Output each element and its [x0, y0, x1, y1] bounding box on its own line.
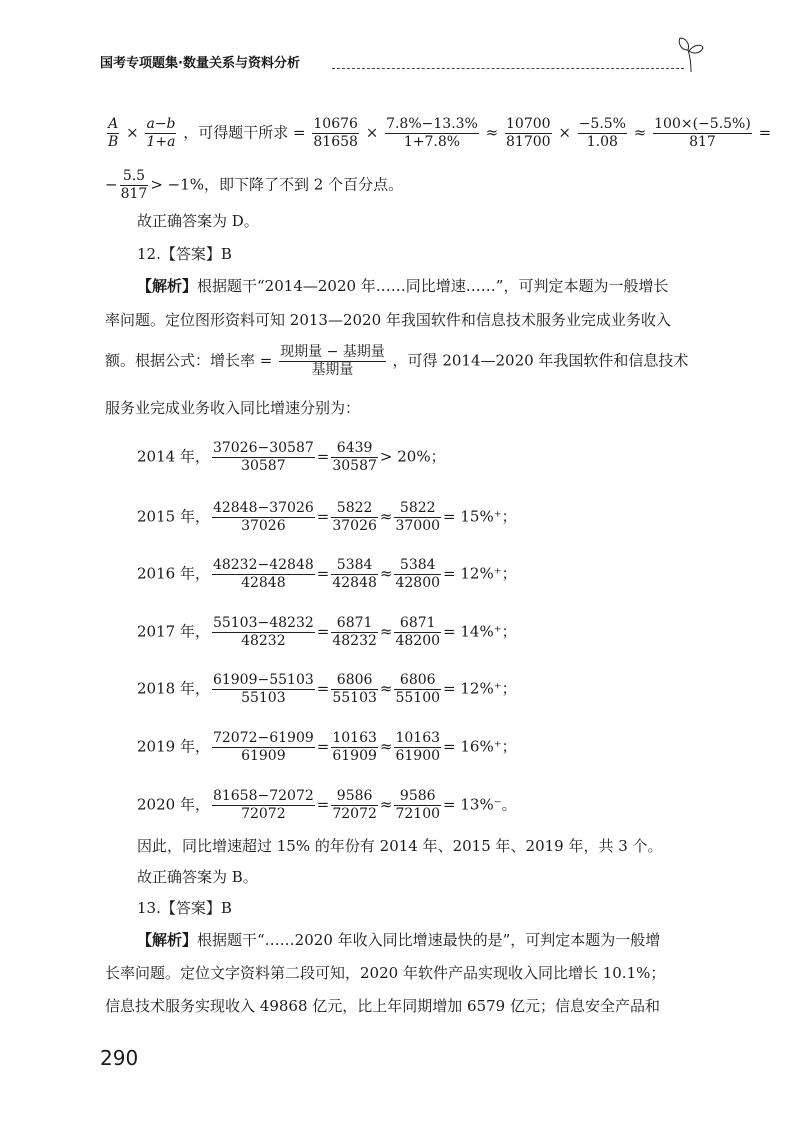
q12-analysis-line-1: 【解析】根据题干“2014—2020 年……同比增速……”，可判定本题为一般增长: [137, 277, 669, 295]
q13-analysis-line-1: 【解析】根据题干“……2020 年收入同比增速最快的是”，可判定本题为一般增: [137, 931, 661, 949]
q12-answer: 故正确答案为 B。: [137, 868, 258, 886]
growth-rate-formula: 现期量 − 基期量 基期量: [280, 344, 385, 378]
calc-row: 2016 年， $\frac{48232-42848}{42848}$ = $\frac{5384}{42848}$ ≈ $\frac{5384}{42800}$ = 12%⁺；: [137, 557, 517, 591]
page-number: 290: [100, 1046, 139, 1070]
q12-title: 12.【答案】B: [137, 245, 232, 263]
q11-result-line: − $\frac{5.5}{817}$ > −1%，即下降了不到 2 个百分点。: [105, 168, 404, 202]
q12-analysis-line-4: 服务业完成业务收入同比增速分别为：: [105, 399, 361, 417]
calc-row: 2019 年， $\frac{72072-61909}{61909}$ = $\frac{10163}{61909}$ ≈ $\frac{10163}{61900}$ = 16%⁺；: [137, 730, 517, 764]
q11-answer: 故正确答案为 D。: [137, 212, 259, 230]
fraction-rate: $\frac{a-b}{1+a}$: [146, 116, 176, 150]
fraction-a-over-b: $\frac{A}{B}$: [108, 116, 119, 150]
q12-analysis-line-3: 额。根据公式：增长率 = 现期量 − 基期量 基期量 ，可得 2014—2020 年我国软件和信息技术: [105, 344, 689, 378]
q13-analysis-line-3: 信息技术服务实现收入 49868 亿元，比上年同期增加 6579 亿元；信息安全产品和: [105, 997, 660, 1015]
calc-row: 2020 年， $\frac{81658-72072}{72072}$ = $\frac{9586}{72072}$ ≈ $\frac{9586}{72100}$ = 13%⁻。: [137, 788, 517, 822]
sprout-icon: [676, 34, 706, 74]
header-divider: [332, 68, 684, 69]
q11-formula-line: $\frac{A}{B}$ × $\frac{a-b}{1+a}$ ，可得题干所求 = $\frac{10676}{81658}$ × $\frac{7.8\%-13.3\%}{1+7.8\%}$ ≈ $\frac{10700}{81700}$ × $\frac{-5.5\%}{1.08}$ ≈ $\frac{100\times(-5.5\%)}{817}$ =: [108, 116, 772, 150]
q12-conclusion: 因此，同比增速超过 15% 的年份有 2014 年、2015 年、2019 年，共 3 个。: [137, 837, 663, 855]
calc-row: 2014 年， $\frac{37026-30587}{30587}$ = $\frac{6439}{30587}$ > 20%；: [137, 440, 446, 474]
q13-title: 13.【答案】B: [137, 899, 232, 917]
q13-analysis-line-2: 长率问题。定位文字资料第二段可知，2020 年软件产品实现收入同比增长 10.1%；: [105, 964, 666, 982]
calc-row: 2015 年， $\frac{42848-37026}{37026}$ = $\frac{5822}{37026}$ ≈ $\frac{5822}{37000}$ = 15%⁺；: [137, 500, 517, 534]
calc-row: 2017 年， $\frac{55103-48232}{48232}$ = $\frac{6871}{48232}$ ≈ $\frac{6871}{48200}$ = 14%⁺；: [137, 615, 517, 649]
running-header: 国考专项题集·数量关系与资料分析: [100, 56, 300, 71]
q12-analysis-line-2: 率问题。定位图形资料可知 2013—2020 年我国软件和信息技术服务业完成业务收入: [105, 311, 671, 329]
calc-row: 2018 年， $\frac{61909-55103}{55103}$ = $\frac{6806}{55103}$ ≈ $\frac{6806}{55100}$ = 12%⁺；: [137, 672, 517, 706]
